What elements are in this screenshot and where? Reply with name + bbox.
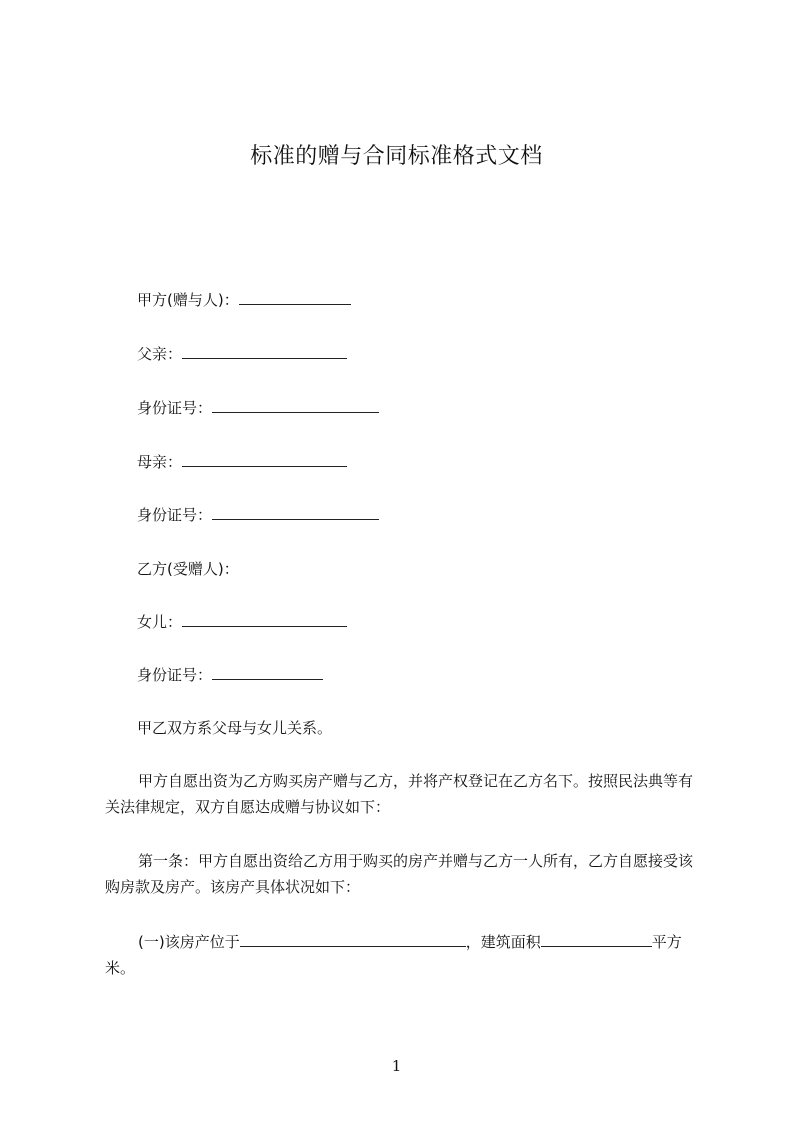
relation-text: 甲乙双方系父母与女儿关系。 xyxy=(137,719,333,737)
id-blank-2[interactable] xyxy=(212,505,379,520)
party-b-label: 乙方(受赠人)： xyxy=(137,560,239,578)
item-1-paragraph xyxy=(105,929,700,981)
document-title: 标准的赠与合同标准格式文档 xyxy=(250,144,543,169)
mother-line xyxy=(137,452,347,472)
daughter-label: 女儿： xyxy=(137,613,183,631)
page-number: 1 xyxy=(391,1057,402,1075)
party-a-label: 甲方(赠与人)： xyxy=(137,291,239,309)
id-label-2: 身份证号： xyxy=(137,506,213,524)
mother-label: 母亲： xyxy=(137,453,183,471)
article-1-text: 第一条：甲方自愿出资给乙方用于购买的房产并赠与乙方一人所有，乙方自愿接受该购房款及房产。该房产具体状况如下： xyxy=(105,852,694,896)
father-label: 父亲： xyxy=(137,345,183,363)
intro-text: 甲方自愿出资为乙方购买房产赠与乙方，并将产权登记在乙方名下。按照民法典等有关法律规定，双方自愿达成赠与协议如下： xyxy=(105,772,694,816)
article-1-paragraph xyxy=(105,848,700,900)
id-label-3: 身份证号： xyxy=(137,666,213,684)
party-a-blank[interactable] xyxy=(239,290,351,305)
id-line-1 xyxy=(137,398,379,418)
intro-paragraph xyxy=(105,768,700,820)
party-b-line xyxy=(137,559,239,579)
father-blank[interactable] xyxy=(182,344,347,359)
item-1-suffix: 平方米。 xyxy=(105,933,682,977)
item-1-prefix: (一)该房产位于 xyxy=(138,933,240,951)
location-blank[interactable] xyxy=(240,932,466,947)
area-blank[interactable] xyxy=(541,932,652,947)
id-label-1: 身份证号： xyxy=(137,399,213,417)
party-a-line xyxy=(137,290,351,310)
father-line xyxy=(137,344,347,364)
id-line-3 xyxy=(137,665,323,685)
mother-blank[interactable] xyxy=(182,452,347,467)
item-1-middle: ，建筑面积 xyxy=(465,933,541,951)
id-blank-3[interactable] xyxy=(212,665,323,680)
daughter-line xyxy=(137,612,347,632)
relation-line xyxy=(137,718,332,738)
id-blank-1[interactable] xyxy=(212,398,379,413)
daughter-blank[interactable] xyxy=(182,612,347,627)
id-line-2 xyxy=(137,505,379,525)
